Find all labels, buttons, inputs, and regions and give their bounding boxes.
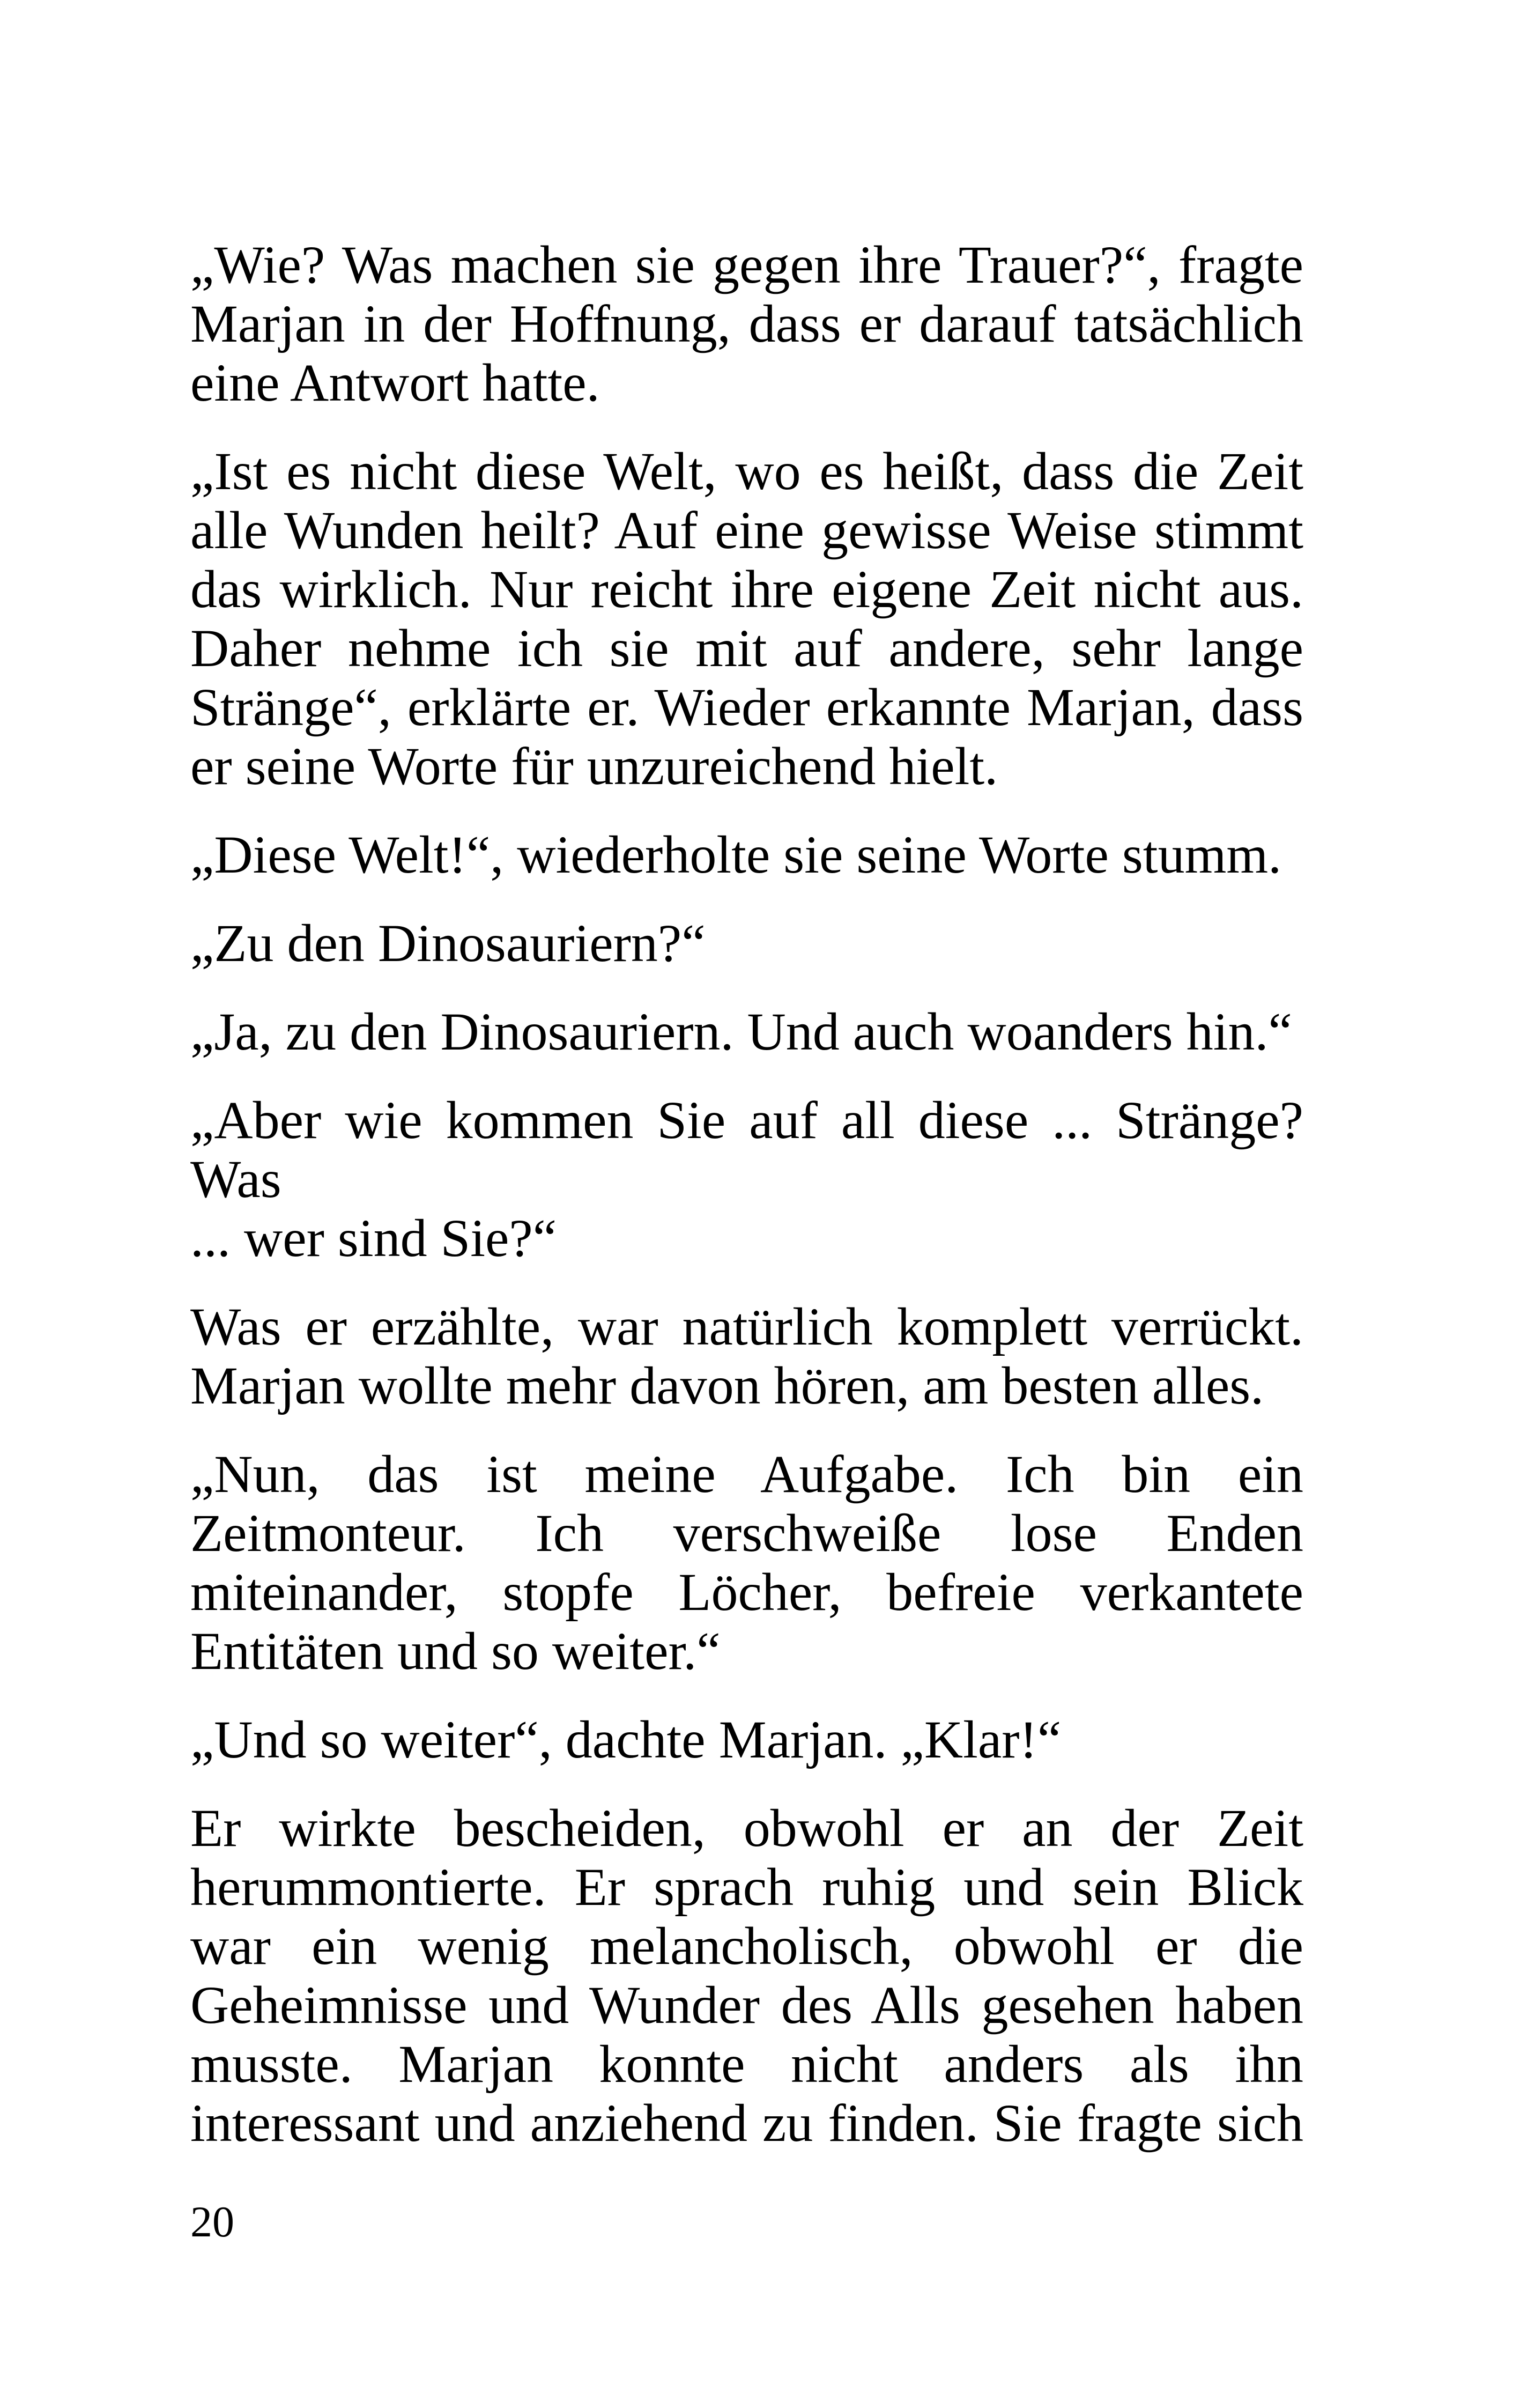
- text-line: Daher nehme ich sie mit auf andere, sehr lange: [190, 618, 1303, 678]
- text-line: „Aber wie kommen Sie auf all diese ... Stränge? Was: [190, 1090, 1303, 1209]
- text-line: eine Antwort hatte.: [190, 353, 600, 412]
- text-line: „Zu den Dinosauriern?“: [190, 913, 706, 973]
- text-line: interessant und anziehend zu finden. Sie fragte sich: [190, 2093, 1303, 2153]
- text-line: Marjan wollte mehr davon hören, am besten alles.: [190, 1356, 1264, 1415]
- text-line: „Ist es nicht diese Welt, wo es heißt, dass die Zeit: [190, 441, 1303, 501]
- text-line: „Nun, das ist meine Aufgabe. Ich bin ein: [190, 1444, 1303, 1504]
- paragraph: [190, 914, 1303, 973]
- text-line: „Wie? Was machen sie gegen ihre Trauer?“, fragte: [190, 235, 1303, 294]
- paragraph: [190, 1297, 1303, 1415]
- text-line: Stränge“, erklärte er. Wieder erkannte Marjan, dass: [190, 677, 1303, 737]
- text-line: „Ja, zu den Dinosauriern. Und auch woanders hin.“: [190, 1002, 1292, 1061]
- text-line: alle Wunden heilt? Auf eine gewisse Weise stimmt: [190, 500, 1303, 560]
- text-line: „Diese Welt!“, wiederholte sie seine Worte stumm.: [190, 825, 1282, 884]
- text-line: das wirklich. Nur reicht ihre eigene Zeit nicht aus.: [190, 559, 1303, 619]
- text-line: „Und so weiter“, dachte Marjan. „Klar!“: [190, 1710, 1062, 1769]
- paragraph: [190, 1710, 1303, 1769]
- text-line: Er wirkte bescheiden, obwohl er an der Zeit: [190, 1798, 1303, 1858]
- text-line: Entitäten und so weiter.“: [190, 1621, 721, 1681]
- text-line: Geheimnisse und Wunder des Alls gesehen haben: [190, 1975, 1303, 2035]
- paragraph: [190, 1799, 1303, 2153]
- text-line: miteinander, stopfe Löcher, befreie verkantete: [190, 1562, 1303, 1622]
- body-text: [190, 235, 1303, 2182]
- text-line: ... wer sind Sie?“: [190, 1208, 557, 1268]
- paragraph: [190, 825, 1303, 884]
- text-line: musste. Marjan konnte nicht anders als ihn: [190, 2034, 1303, 2094]
- text-line: Was er erzählte, war natürlich komplett verrückt.: [190, 1297, 1303, 1356]
- paragraph: [190, 235, 1303, 412]
- paragraph: [190, 1002, 1303, 1061]
- paragraph: [190, 1091, 1303, 1268]
- paragraph: [190, 1445, 1303, 1681]
- page-number: 20: [190, 2197, 234, 2246]
- text-line: Marjan in der Hoffnung, dass er darauf tatsächlich: [190, 294, 1303, 353]
- text-line: war ein wenig melancholisch, obwohl er die: [190, 1916, 1303, 1976]
- text-line: herummontierte. Er sprach ruhig und sein Blick: [190, 1857, 1303, 1917]
- text-line: er seine Worte für unzureichend hielt.: [190, 736, 998, 796]
- text-line: Zeitmonteur. Ich verschweiße lose Enden: [190, 1503, 1303, 1563]
- paragraph: [190, 442, 1303, 796]
